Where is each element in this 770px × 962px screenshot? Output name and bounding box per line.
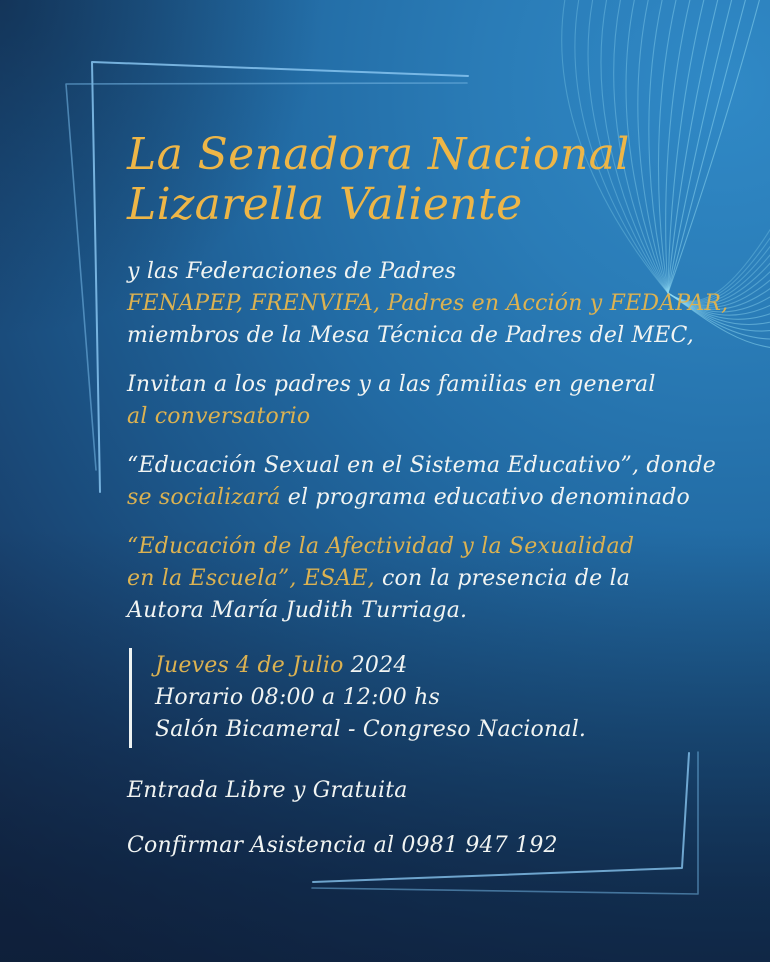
entry-note: Entrada Libre y Gratuita: [127, 778, 408, 803]
text-line: [155, 714, 734, 746]
event-details-block: [129, 648, 734, 748]
title-line-2: Lizarella Valiente: [127, 179, 523, 230]
text-line: [127, 256, 734, 288]
text-segment: con la presencia de la: [374, 566, 631, 591]
text-line: [127, 482, 734, 514]
title-line-1: La Senadora Nacional: [127, 129, 630, 180]
paragraph-invite: [127, 369, 734, 433]
text-line: [127, 369, 734, 401]
text-segment: Invitan a los padres y a las familias en general: [127, 372, 656, 397]
text-segment: miembros de la Mesa Técnica de Padres del MEC,: [127, 323, 694, 348]
text-line: [127, 401, 734, 433]
text-segment: Horario 08:00 a 12:00 hs: [155, 685, 441, 710]
text-line: [127, 563, 734, 595]
text-segment: Salón Bicameral - Congreso Nacional.: [155, 717, 587, 742]
text-segment: se socializará: [127, 485, 281, 510]
text-line: [127, 595, 734, 627]
paragraph-federations: [127, 256, 734, 352]
text-segment: Autora María Judith Turriaga.: [127, 598, 468, 623]
text-line: [155, 650, 734, 682]
text-segment: en la Escuela”, ESAE,: [127, 566, 375, 591]
paragraph-program: [127, 531, 734, 627]
text-segment: al conversatorio: [127, 404, 311, 429]
text-segment: 2024: [350, 653, 408, 678]
text-segment: y las Federaciones de Padres: [127, 259, 457, 284]
text-line: [127, 531, 734, 563]
text-segment: el programa educativo denominado: [280, 485, 690, 510]
text-segment: Jueves 4 de Julio: [155, 653, 351, 678]
text-line: [127, 450, 734, 482]
text-segment: FENAPEP, FRENVIFA, Padres en Acción y FEDAPAR,: [127, 291, 729, 316]
text-line: [127, 288, 734, 320]
page-title: [127, 130, 734, 230]
body-paragraphs: [127, 256, 734, 627]
invitation-content: [127, 130, 734, 885]
text-line: [155, 682, 734, 714]
paragraph-topic: [127, 450, 734, 514]
text-line: [127, 320, 734, 352]
text-segment: “Educación de la Afectividad y la Sexualidad: [127, 534, 635, 559]
text-segment: “Educación Sexual en el Sistema Educativo”, donde: [127, 453, 716, 478]
rsvp-note: Confirmar Asistencia al 0981 947 192: [127, 833, 558, 858]
